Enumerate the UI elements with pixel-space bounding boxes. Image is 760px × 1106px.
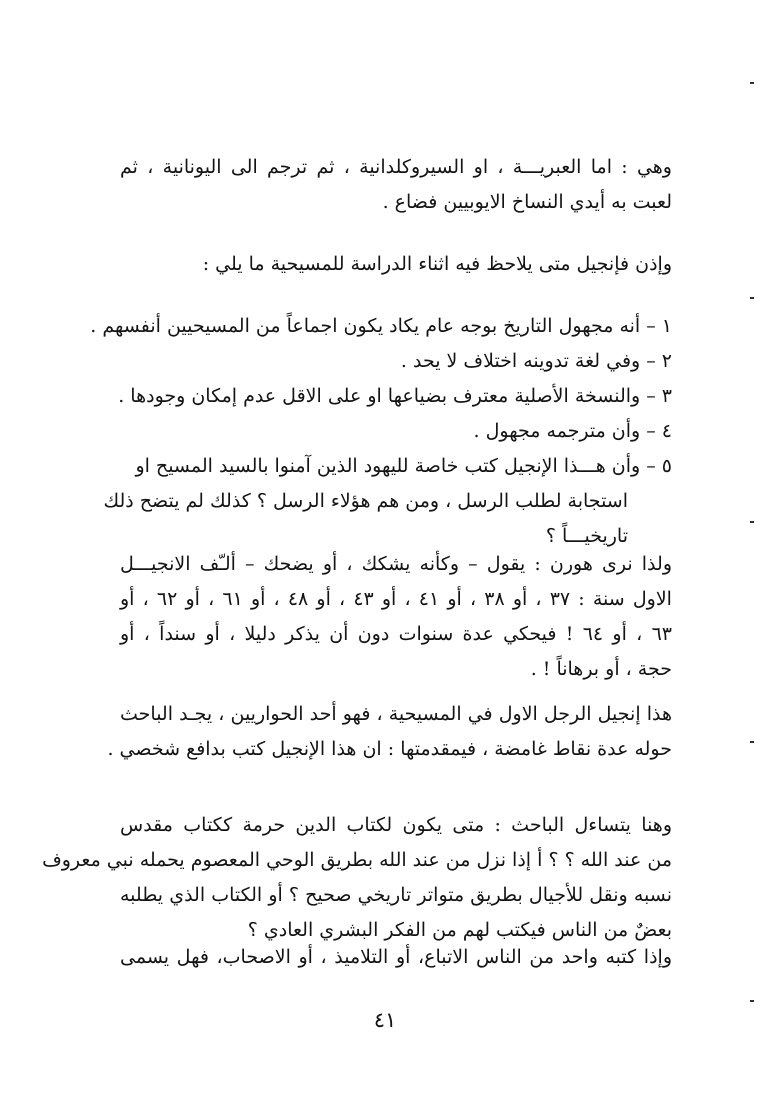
text-line: من عند الله ؟ ؟ أ إذا نزل من عند الله بطريق الوحي المعصوم يحمله نبي معروف xyxy=(42,849,672,871)
text-line: حوله عدة نقاط غامضة ، فيمقدمتها : ان هذا الإنجيل كتب بدافع شخصي . xyxy=(107,738,672,760)
paragraph-6 xyxy=(42,808,672,948)
text-line: بعضٌ من الناس فيكتب لهم من الفكر البشري العادي ؟ xyxy=(247,919,672,941)
page-number: ٤١ xyxy=(373,1008,397,1032)
text-line: الاول سنة : ٣٧ ، أو ٣٨ ، أو ٤١ ، أو ٤٣ ، أو ٤٨ ، أو ٦١ ، أو ٦٢ ، أو xyxy=(120,588,672,610)
margin-mark xyxy=(750,297,754,299)
paragraph-1 xyxy=(120,150,672,220)
list-item: ٥ – وأن هـــذا الإنجيل كتب خاصة لليهود الذين آمنوا بالسيد المسيح او xyxy=(135,455,672,477)
list-item-continuation: تاريخيـــاً ؟ xyxy=(545,525,628,547)
list-item: ٢ – وفي لغة تدوينه اختلاف لا يحد . xyxy=(400,350,672,372)
paragraph-4 xyxy=(120,547,672,687)
text-line: ٦٣ ، أو ٦٤ ! فيحكي عدة سنوات دون أن يذكر دليلا ، أو سنداً ، أو xyxy=(120,623,672,645)
list-item-continuation: استجابة لطلب الرسل ، ومن هم هؤلاء الرسل ؟ كذلك لم يتضح ذلك xyxy=(103,490,628,512)
list-item: ٤ – وأن مترجمه مجهول . xyxy=(473,420,672,442)
text-line: حجة ، أو برهاناً ! . xyxy=(530,658,672,680)
text-line: نسبه ونقل للأجيال بطريق متواتر تاريخي صحيح ؟ أو الكتاب الذي يطلبه xyxy=(120,884,672,906)
margin-mark xyxy=(750,521,754,523)
list-item: ٣ – والنسخة الأصلية معترف بضياعها او على الاقل عدم إمكان وجودها . xyxy=(118,385,672,407)
list-item: ١ – أنه مجهول التاريخ بوجه عام يكاد يكون اجماعاً من المسيحيين أنفسهم . xyxy=(90,315,672,337)
paragraph-5 xyxy=(107,697,672,767)
numbered-list xyxy=(90,309,672,554)
paragraph-7 xyxy=(120,940,672,975)
margin-mark xyxy=(750,741,754,743)
text-line: وإذا كتبه واحد من الناس الاتباع، أو التلاميذ ، أو الاصحاب، فهل يسمى xyxy=(120,946,672,968)
paragraph-2 xyxy=(120,247,672,282)
text-line: ولذا نرى هورن : يقول – وكأنه يشكك ، أو يضحك – ألـّف الانجيـــل xyxy=(120,553,672,575)
margin-mark xyxy=(750,82,754,84)
margin-mark xyxy=(750,1000,754,1002)
text-line: وإذن فإنجيل متى يلاحظ فيه اثناء الدراسة للمسيحية ما يلي : xyxy=(202,253,672,275)
text-line: هذا إنجيل الرجل الاول في المسيحية ، فهو أحد الحواريين ، يجـد الباحث xyxy=(120,703,672,725)
text-line: لعبت به أيدي النساخ الايوبيين فضاع . xyxy=(382,191,672,213)
text-line: وهي : اما العبريـــة ، او السيروكلدانية ، ثم ترجم الى اليونانية ، ثم xyxy=(120,156,672,178)
text-line: وهنا يتساءل الباحث : متى يكون لكتاب الدين حرمة ككتاب مقدس xyxy=(120,814,672,836)
